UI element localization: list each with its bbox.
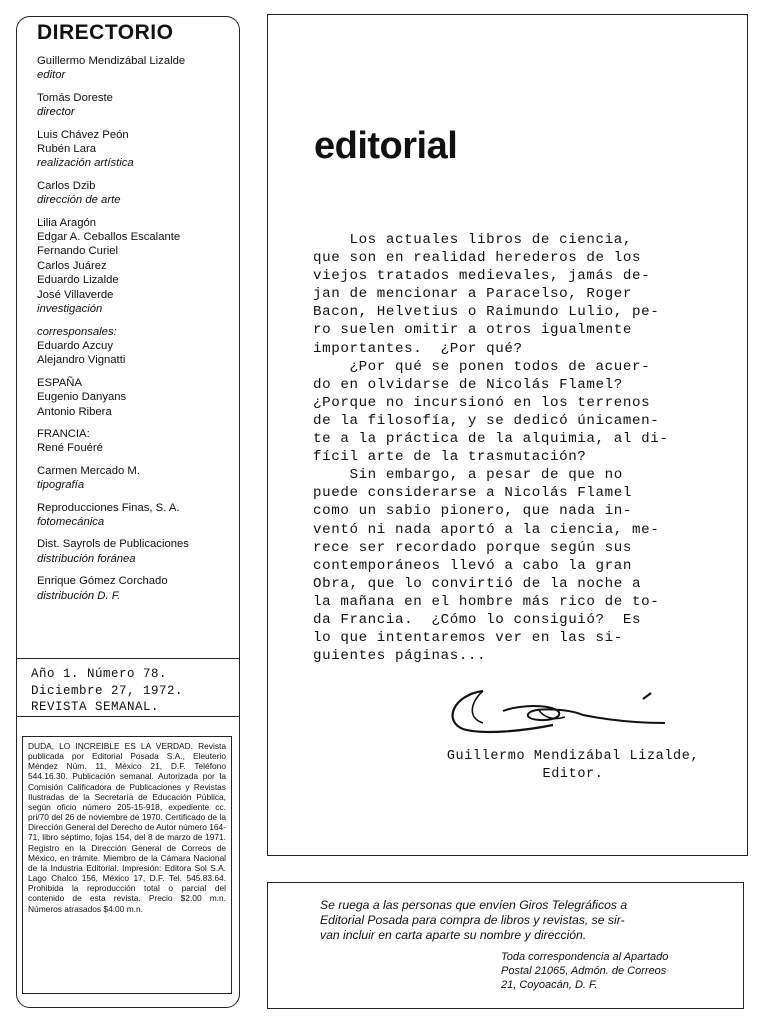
editor-signature: [443, 673, 673, 743]
issue-number: Año 1. Número 78.: [31, 667, 168, 681]
legal-notice-box: [22, 736, 232, 994]
editorial-line: importantes. ¿Por qué?: [313, 340, 523, 357]
address-line: Toda correspondencia al Apartado: [501, 951, 669, 963]
editorial-line: fícil arte de la trasmutación?: [313, 449, 587, 466]
editorial-line: que son en realidad herederos de los: [313, 250, 642, 267]
directory-role: corresponsales:: [37, 325, 117, 338]
issue-info: [31, 666, 231, 716]
legal-notice-text: DUDA, LO INCREIBLE ES LA VERDAD. Revista publicada por Editorial Posada S.A., Eleuterio Méndez Núm. 11, México 21, D.F. Teléfono 544.16.30. Publicación semanal. Autorizada por la Comisión Calificadora de Publicaciones y Revistas Ilustradas de la Secretaría de Educación Pública, según oficio número 205-15-918, expediente cc. pri/70 del 26 de noviembre de 1970. Certificado de la Dirección General del Derecho de Autor número 164-71, libro séptimo, fojas 154, del 8 de marzo de 1971. Registro en la Dirección General de Correos de México, en trámite. Miembro de la Cámara Nacional de la Industria Editorial. Impresión: Editora Sol S.A. Lago Chalco 156, México 17, D.F. Tel. 545.83.64. Prohibida la reproducción total o parcial del contenido de esta revista. Precio $2.00 m.n. Números atrasados $4.00 m.n.: [28, 741, 226, 914]
directory-name: Reproducciones Finas, S. A.: [37, 501, 180, 514]
directory-role: investigación: [37, 303, 103, 316]
directory-name: Guillermo Mendizábal Lizalde: [37, 55, 186, 67]
editorial-body: [313, 231, 713, 665]
issue-frequency: REVISTA SEMANAL.: [31, 700, 160, 714]
editorial-line: la mañana en el hombre más rico de to-: [313, 593, 660, 610]
signature-role: Editor.: [542, 766, 604, 782]
directory-name: Enrique Gómez Corchado: [37, 575, 168, 588]
directory-name: Eduardo Lizalde: [37, 274, 119, 287]
editorial-panel: [267, 14, 748, 856]
address-line: 21, Coyoacán, D. F.: [501, 979, 598, 991]
directory-name: Rubén Lara: [37, 143, 97, 156]
directory-role: tipografía: [37, 479, 85, 492]
directory-name: Carlos Juárez: [37, 259, 107, 272]
directory-name: Carmen Mercado M.: [37, 464, 140, 477]
directory-entry: [37, 376, 237, 419]
editorial-line: contemporáneos llevó a cabo la gran: [313, 557, 632, 574]
directory-divider-top: [17, 658, 239, 659]
directory-entry: [37, 574, 237, 603]
directory-role: fotomecánica: [37, 515, 105, 528]
editorial-line: rece ser recordado porque según sus: [313, 539, 632, 556]
directory-list: [37, 54, 237, 611]
directory-entry: [37, 464, 237, 493]
directory-role: distribución foránea: [37, 552, 136, 565]
directory-name: Tomás Doreste: [37, 91, 113, 104]
directory-role: realización artística: [37, 157, 134, 170]
directory-name: Luis Chávez Peón: [37, 128, 129, 141]
editorial-line: ventó ni nada aportó a la ciencia, me-: [313, 521, 660, 538]
directory-entry: [37, 427, 237, 456]
editorial-line: Bacon, Helvetius o Raimundo Lulio, pe-: [313, 304, 660, 321]
address-line: Postal 21065, Admón. de Correos: [501, 965, 667, 977]
directory-entry: [37, 91, 237, 120]
directory-name: Eduardo Azcuy: [37, 339, 113, 352]
directory-title: DIRECTORIO: [37, 21, 174, 44]
editorial-line: ¿Por qué se ponen todos de acuer-: [313, 358, 651, 375]
editorial-line: da Francia. ¿Cómo lo consiguió? Es: [313, 611, 642, 628]
editorial-line: puede considerarse a Nicolás Flamel: [313, 485, 632, 502]
directory-panel: [16, 16, 240, 1008]
issue-date: Diciembre 27, 1972.: [31, 683, 184, 698]
editorial-line: te a la práctica de la alquimia, al di-: [313, 431, 669, 448]
directory-name: Alejandro Vignatti: [37, 354, 126, 367]
directory-name: Fernando Curiel: [37, 245, 119, 258]
directory-entry: [37, 128, 237, 171]
directory-name: Antonio Ribera: [37, 405, 112, 418]
directory-entry: [37, 54, 237, 83]
directory-name: Lilia Aragón: [37, 216, 97, 229]
directory-name: ESPAÑA: [37, 376, 82, 389]
editorial-line: do en olvidarse de Nicolás Flamel?: [313, 376, 623, 393]
notice-text: [320, 898, 700, 944]
editorial-line: Los actuales libros de ciencia,: [313, 232, 632, 248]
editorial-line: guientes páginas...: [313, 648, 487, 665]
notice-panel: [267, 882, 744, 1009]
mailing-address: [501, 950, 721, 992]
editorial-line: de la filosofía, y se dedicó únicamen-: [313, 412, 660, 429]
editorial-line: Sin embargo, a pesar de que no: [313, 467, 623, 484]
directory-entry: [37, 537, 237, 566]
signature-name: Guillermo Mendizábal Lizalde,: [446, 749, 700, 764]
directory-name: René Fouéré: [37, 442, 103, 455]
notice-line: Editorial Posada para compra de libros y revistas, se sir-: [320, 913, 625, 928]
directory-name: José Villaverde: [37, 288, 114, 301]
editorial-line: como un sabio pionero, que nada in-: [313, 503, 632, 520]
directory-entry: [37, 216, 237, 317]
editorial-line: ro suelen omitir a otros igualmente: [313, 322, 632, 339]
editorial-line: Obra, que lo convirtió de la noche a: [313, 575, 642, 592]
directory-divider-bottom: [17, 716, 239, 717]
notice-line: van incluir en carta aparte su nombre y dirección.: [320, 928, 587, 943]
directory-name: Carlos Dzib: [37, 179, 96, 192]
signature-caption: [408, 748, 738, 783]
directory-name: Edgar A. Ceballos Escalante: [37, 231, 181, 244]
directory-role: editor: [37, 69, 66, 82]
directory-entry: [37, 325, 237, 368]
directory-role: dirección de arte: [37, 194, 121, 207]
editorial-line: ¿Porque no incursionó en los terrenos: [313, 394, 651, 411]
directory-role: distribución D. F.: [37, 589, 121, 602]
directory-name: FRANCIA:: [37, 427, 90, 440]
directory-name: Eugenio Danyans: [37, 391, 127, 404]
notice-line: Se ruega a las personas que envíen Giros Telegráficos a: [320, 898, 628, 912]
directory-name: Dist. Sayrols de Publicaciones: [37, 538, 189, 551]
editorial-line: lo que intentaremos ver en las si-: [313, 630, 623, 647]
directory-entry: [37, 179, 237, 208]
directory-role: director: [37, 106, 75, 119]
editorial-heading: editorial: [314, 125, 458, 167]
editorial-line: jan de mencionar a Paracelso, Roger: [313, 286, 632, 303]
editorial-line: viejos tratados medievales, jamás de-: [313, 268, 651, 285]
directory-entry: [37, 501, 237, 530]
